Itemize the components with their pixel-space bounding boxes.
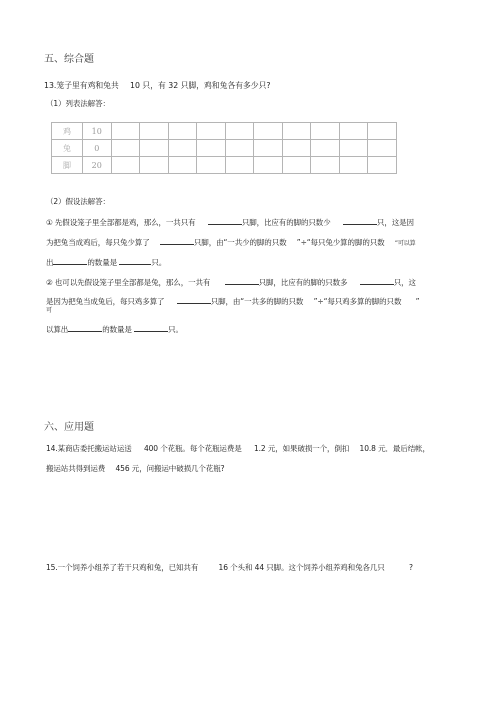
answer-blank[interactable] [160, 236, 194, 245]
answer-blank[interactable] [119, 256, 151, 265]
answer-blank[interactable] [360, 276, 394, 285]
p2-line3: 以算出 的数量是 只。 [46, 325, 183, 334]
row-label: 脚 [52, 157, 83, 174]
section6-title: 六、应用题 [44, 422, 94, 433]
q15-line: 15.一个饲养小组养了若干只鸡和兔，已知共有 16 个头和 44 只脚。这个饲养小组养鸡和兔各几只 ? [46, 563, 413, 572]
answer-blank[interactable] [53, 256, 87, 265]
table-row [52, 157, 397, 174]
q13-stem-a: 13.笼子里有鸡和兔共 [44, 81, 119, 90]
p2-line2-tail: 可 [46, 307, 53, 314]
section5-title: 五、综合题 [44, 54, 94, 65]
row-value: 10 [83, 123, 112, 140]
row-value: 20 [83, 157, 112, 174]
method2-label: （2）假设法解答： [46, 197, 110, 206]
answer-blank[interactable] [68, 323, 102, 332]
p1-line3: 出 的数量是 只。 [46, 258, 167, 267]
table-row [52, 140, 397, 157]
answer-blank[interactable] [208, 216, 242, 225]
answer-blank[interactable] [177, 295, 211, 304]
answer-blank[interactable] [225, 276, 259, 285]
p2-line2: 是因为把兔当成兔后，每只鸡多算了 只脚，由“一共多的脚的只数 ”÷“每只鸡多算的脚的只数 ” [46, 297, 420, 306]
p2-line1: ② 也可以先假设笼子里全部都是兔，那么，一共有 只脚，比应有的脚的只数多 只，这 [46, 278, 416, 287]
method1-label: （1）列表法解答： [46, 99, 110, 108]
p1-line2: 为把兔当成鸡后，每只兔少算了 只脚，由“一共少的脚的只数 ”÷“每只兔少算的脚的只数 ”可以算 [46, 238, 416, 247]
answer-blank[interactable] [134, 323, 168, 332]
row-label: 鸡 [52, 123, 83, 140]
q13-stem-b: 10 只，有 32 只脚，鸡和兔各有多少只? [130, 81, 271, 90]
p1-line1: ① 先假设笼子里全部都是鸡，那么，一共只有 只脚，比应有的脚的只数少 只，这是因 [46, 218, 414, 227]
answer-blank[interactable] [343, 216, 377, 225]
row-value: 0 [83, 140, 112, 157]
list-method-table [51, 122, 397, 174]
table-row [52, 123, 397, 140]
row-label: 兔 [52, 140, 83, 157]
q14-line1: 14.某商店委托搬运站运送 400 个花瓶。每个花瓶运费是 1.2 元，如果破损一个，倒扣 10.8 元．最后结帐， [46, 444, 430, 453]
q14-line2: 搬运站共得到运费 456 元，问搬运中破损几个花瓶? [46, 464, 225, 473]
